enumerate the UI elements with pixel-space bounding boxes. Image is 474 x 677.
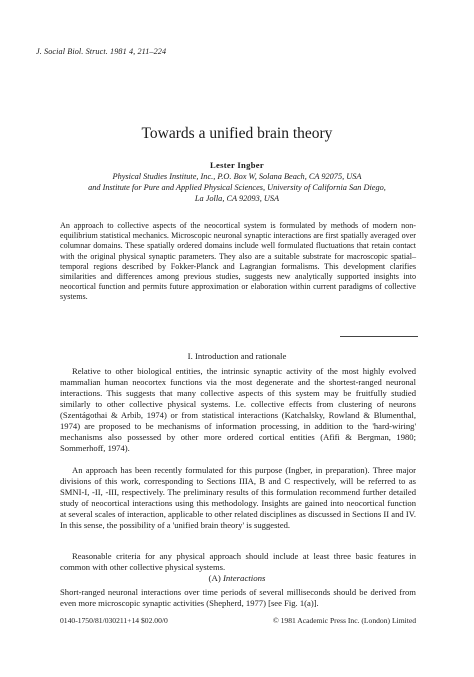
section-divider (340, 336, 418, 337)
affiliation-line-3: La Jolla, CA 92093, USA (194, 194, 280, 203)
subsection-heading (0, 573, 474, 583)
body-paragraph-2: An approach has been recently formulated for this purpose (Ingber, in preparation). Three major divisions of this work, corresponding to Sections IIIA, B and C respectively, will be referred to as SMNI-I, -II, -III, respectively. The preliminary results of this formulation recommend further detailed study of neocortical interactions using this methodology. Insights are gained into neocortical function at several scales of interaction, applicable to other related disciplines as discussed in Sections II and IV. In this sense, the possibility of a 'unified brain theory' is suggested. (60, 465, 416, 530)
page-footer (60, 616, 416, 625)
footer-code: 0140-1750/81/030211+14 $02.00/0 (60, 616, 168, 625)
footer-copyright: © 1981 Academic Press Inc. (London) Limited (272, 616, 416, 625)
subsection-label: (A) (208, 573, 221, 583)
abstract: An approach to collective aspects of the neocortical system is formulated by methods of modern non-equilibrium statistical mechanics. Microscopic neuronal synaptic interactions are first spatially averaged over columnar domains. These spatially ordered domains include well formulated fluctuations that retain contact with the original physical synaptic parameters. They also are a suitable substrate for macroscopic spatial–temporal regions described by Fokker-Planck and Lagrangian formalisms. This development clarifies similarities and differences among previous studies, suggests new analytically supported insights into neocortical function and permits future approximation or elaboration within current paradigms of collective systems. (60, 221, 416, 302)
affiliation-line-2: and Institute for Pure and Applied Physical Sciences, University of California San Diego, (88, 183, 386, 192)
journal-citation: J. Social Biol. Struct. 1981 4, 211–224 (36, 47, 167, 56)
body-paragraph-4: Short-ranged neuronal interactions over time periods of several milliseconds should be derived from even more microscopic synaptic activities (Shepherd, 1977) [see Fig. 1(a)]. (60, 587, 416, 608)
subsection-title: Interactions (222, 573, 266, 583)
affiliation-line-1: Physical Studies Institute, Inc., P.O. Box W, Solana Beach, CA 92075, USA (112, 172, 362, 181)
paper-title: Towards a unified brain theory (141, 125, 333, 142)
body-paragraph-1: Relative to other biological entities, the intrinsic synaptic activity of the most highly evolved mammalian human neocortex functions via the most degenerate and the shortest-ranged neuronal interactions. This suggests that many collective aspects of this system may be fruitfully studied similarly to other collective physical systems. I.e. collective effects from clustering of neurons (Szentágothai & Arbib, 1974) or from statistical interactions (Katchalsky, Rowland & Blumenthal, 1974) are proposed to be mechanisms of information processing, in addition to the 'hard-wiring' mechanisms also possessed by other more ordered cortical entities (Afifi & Bergman, 1980; Sommerhoff, 1974). (60, 366, 416, 453)
author-name: Lester Ingber (209, 160, 265, 170)
affiliation (28, 171, 446, 204)
section-heading: I. Introduction and rationale (187, 351, 287, 361)
body-paragraph-3: Reasonable criteria for any physical approach should include at least three basic features in common with other collective physical systems. (60, 551, 416, 572)
